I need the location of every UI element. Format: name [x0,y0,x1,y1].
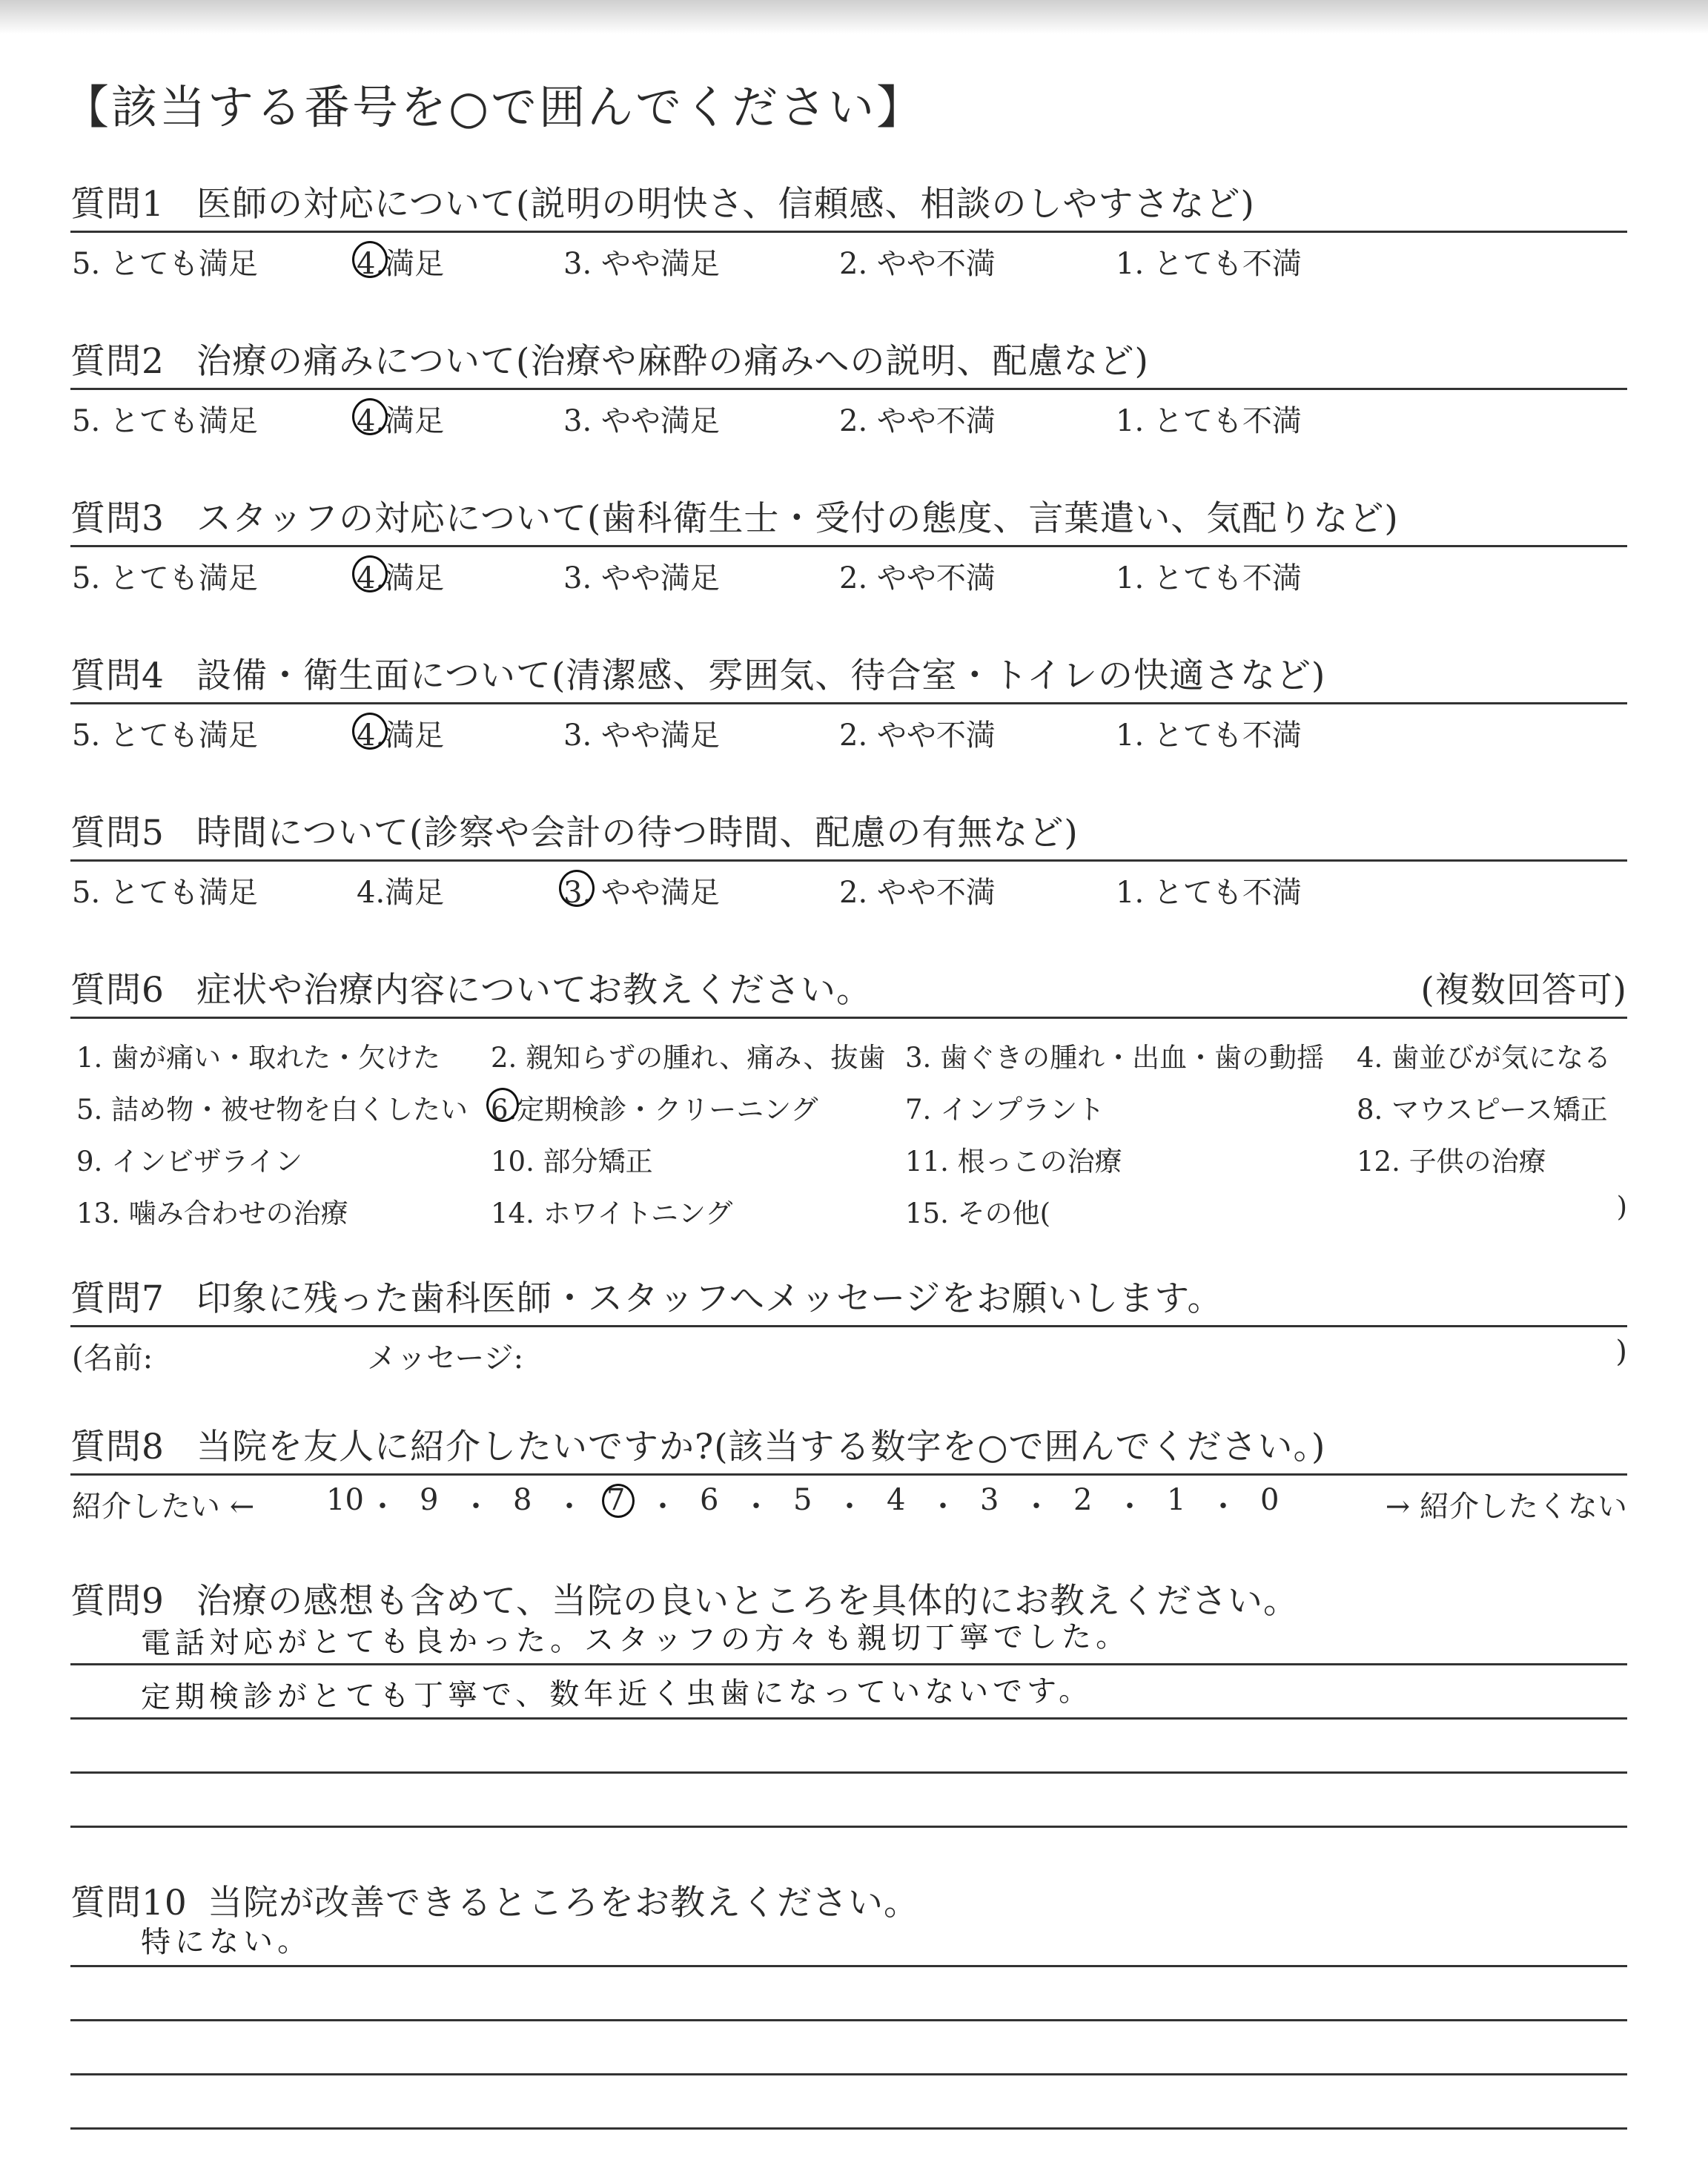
question-3 [70,491,1627,593]
scale-value[interactable]: 10 [326,1483,364,1517]
scale-value[interactable]: 3 [980,1483,999,1517]
scale-value[interactable]: 8 [513,1483,532,1517]
rating-option-5[interactable]: 5. とても満足 [72,719,258,753]
handwritten-answer: 電話対応がとても良かった。スタッフの方々も親切丁寧でした。 [140,1619,1131,1661]
scale-separator: ・ [1115,1490,1145,1524]
answer-line[interactable] [70,1774,1627,1828]
scale-value[interactable]: 0 [1260,1483,1280,1517]
scale-value[interactable]: 1 [1167,1483,1186,1517]
question-1 [70,176,1627,279]
scale-value[interactable]: 9 [420,1483,439,1517]
handwritten-answer: 特にない。 [140,1924,312,1960]
rating-option-3-circled[interactable]: 3. やや満足 [563,869,720,911]
scale-separator: ・ [835,1490,864,1524]
question-3-title-row [70,491,1627,547]
treatment-option[interactable]: 10. 部分矯正 [491,1146,653,1178]
treatment-option[interactable]: 4. 歯並びが気になる [1357,1042,1612,1074]
question-4 [70,648,1627,753]
answer-lines [70,1924,1627,2130]
scale-separator: ・ [928,1490,958,1524]
scale-value[interactable]: 4 [887,1483,906,1517]
scale-separator: ・ [461,1490,491,1524]
scale-separator: ・ [741,1490,771,1524]
question-4-title-row [70,648,1627,704]
scale-value[interactable]: 2 [1073,1483,1093,1517]
question-5-title-row [70,805,1627,862]
other-close-paren: ) [1616,1191,1627,1223]
multiple-answer-note: (複数回答可) [1420,970,1627,1011]
question-number: 質問6 [70,970,165,1011]
question-5 [70,805,1627,908]
handwritten-answer: 定期検診がとても丁寧で、数年近く虫歯になっていないです。 [140,1674,1093,1715]
question-9 [70,1573,1627,1828]
scan-shadow [0,0,1708,34]
rating-option-5[interactable]: 5. とても満足 [72,561,258,595]
question-number: 質問8 [70,1427,165,1467]
question-number: 質問9 [70,1581,165,1622]
treatment-option-other[interactable]: 15. その他( [905,1198,1051,1229]
treatment-options [70,1019,1627,1228]
rating-choices [70,390,1627,436]
answer-line[interactable] [70,1619,1627,1665]
scale-value-circled[interactable]: 7 [606,1483,626,1517]
scale-value[interactable]: 5 [793,1483,812,1517]
treatment-option[interactable]: 11. 根っこの治療 [905,1146,1122,1178]
message-line [70,1327,1627,1379]
question-number: 質問3 [70,498,165,539]
treatment-option[interactable]: 13. 噛み合わせの治療 [76,1198,348,1229]
scale-separator: ・ [1022,1490,1051,1524]
rating-option-3[interactable]: 3. やや満足 [563,561,720,595]
question-number: 質問1 [70,184,165,225]
question-7 [70,1271,1627,1379]
answer-line[interactable] [70,2075,1627,2130]
scale-separator: ・ [368,1490,397,1524]
rating-choices [70,547,1627,593]
rating-option-1[interactable]: 1. とても不満 [1116,719,1302,753]
scale-right-label: → 紹介したくない [1385,1490,1627,1524]
answer-line[interactable] [70,1967,1627,2021]
question-number: 質問7 [70,1278,165,1319]
treatment-option[interactable]: 14. ホワイトニング [491,1198,733,1229]
rating-option-4-circled[interactable]: 4.満足 [357,240,444,283]
question-text: 当院を友人に紹介したいですか?(該当する数字を○で囲んでください。) [196,1427,1326,1467]
question-number: 質問5 [70,813,165,853]
treatment-option[interactable]: 8. マウスピース矯正 [1357,1094,1608,1126]
treatment-option[interactable]: 7. インプラント [905,1094,1105,1126]
question-text: 医師の対応について(説明の明快さ、信頼感、相談のしやすさなど) [196,184,1255,225]
answer-line[interactable] [70,1924,1627,1967]
question-10 [70,1875,1627,2130]
answer-line[interactable] [70,2021,1627,2075]
rating-option-4-circled[interactable]: 4.満足 [357,397,444,440]
treatment-option[interactable]: 5. 詰め物・被せ物を白くしたい [76,1094,469,1126]
treatment-option[interactable]: 2. 親知らずの腫れ、痛み、抜歯 [491,1042,886,1074]
rating-option-2[interactable]: 2. やや不満 [839,876,996,910]
rating-choices [70,862,1627,908]
question-text: スタッフの対応について(歯科衛生士・受付の態度、言葉遣い、気配りなど) [196,498,1399,539]
rating-option-2[interactable]: 2. やや不満 [839,247,996,281]
rating-choices [70,704,1627,753]
rating-option-5[interactable]: 5. とても満足 [72,404,258,438]
form-heading: 【該当する番号を○で囲んでください】 [63,80,925,134]
rating-option-3[interactable]: 3. やや満足 [563,404,720,438]
question-6-title-row [70,962,1627,1019]
treatment-option[interactable]: 12. 子供の治療 [1357,1146,1546,1178]
scale-left-label: 紹介したい ← [72,1490,255,1524]
question-6 [70,962,1627,1228]
rating-option-1[interactable]: 1. とても不満 [1116,247,1302,281]
scale-separator: ・ [555,1490,584,1524]
name-field-label[interactable]: (名前: [72,1341,153,1375]
rating-option-3[interactable]: 3. やや満足 [563,719,720,753]
question-8 [70,1419,1627,1527]
question-text: 時間について(診察や会計の待つ時間、配慮の有無など) [196,813,1079,853]
rating-option-4[interactable]: 4.満足 [357,876,445,910]
question-8-title-row [70,1419,1627,1476]
survey-form [63,70,1627,2130]
rating-option-2[interactable]: 2. やや不満 [839,719,996,753]
answer-line[interactable] [70,1720,1627,1774]
rating-option-4-circled[interactable]: 4.満足 [357,712,444,754]
rating-option-1[interactable]: 1. とても不満 [1116,404,1302,438]
rating-option-1[interactable]: 1. とても不満 [1116,876,1302,910]
recommend-scale [70,1476,1627,1527]
question-text: 印象に残った歯科医師・スタッフへメッセージをお願いします。 [196,1278,1223,1319]
treatment-option[interactable]: 1. 歯が痛い・取れた・欠けた [76,1042,441,1074]
answer-line[interactable] [70,1665,1627,1720]
treatment-option-circled[interactable]: 6.定期検診・クリーニング [491,1087,818,1127]
question-2 [70,334,1627,436]
rating-option-1[interactable]: 1. とても不満 [1116,561,1302,595]
rating-option-4-circled[interactable]: 4.満足 [357,555,444,597]
rating-option-2[interactable]: 2. やや不満 [839,561,996,595]
scale-separator: ・ [648,1490,678,1524]
treatment-option[interactable]: 3. 歯ぐきの腫れ・出血・歯の動揺 [905,1042,1325,1074]
treatment-option[interactable]: 9. インビザライン [76,1146,302,1178]
question-number: 質問2 [70,341,165,382]
rating-option-3[interactable]: 3. やや満足 [563,247,720,281]
scale-value[interactable]: 6 [700,1483,719,1517]
rating-choices [70,233,1627,279]
question-number: 質問10 [70,1883,188,1923]
question-2-title-row [70,334,1627,390]
question-text: 当院が改善できるところをお教えください。 [208,1883,919,1923]
question-1-title-row [70,176,1627,233]
message-close-paren: ) [1615,1335,1627,1369]
message-field-label[interactable]: メッセージ: [367,1341,524,1375]
question-number: 質問4 [70,655,165,696]
rating-option-5[interactable]: 5. とても満足 [72,247,258,281]
question-text: 治療の痛みについて(治療や麻酔の痛みへの説明、配慮など) [196,341,1149,382]
answer-lines [70,1619,1627,1828]
question-7-title-row [70,1271,1627,1327]
question-text: 治療の感想も含めて、当院の良いところを具体的にお教えください。 [196,1581,1300,1622]
rating-option-5[interactable]: 5. とても満足 [72,876,258,910]
rating-option-2[interactable]: 2. やや不満 [839,404,996,438]
question-text: 設備・衛生面について(清潔感、雰囲気、待合室・トイレの快適さなど) [196,655,1326,696]
question-text: 症状や治療内容についてお教えください。 [196,970,873,1011]
scale-separator: ・ [1208,1490,1238,1524]
